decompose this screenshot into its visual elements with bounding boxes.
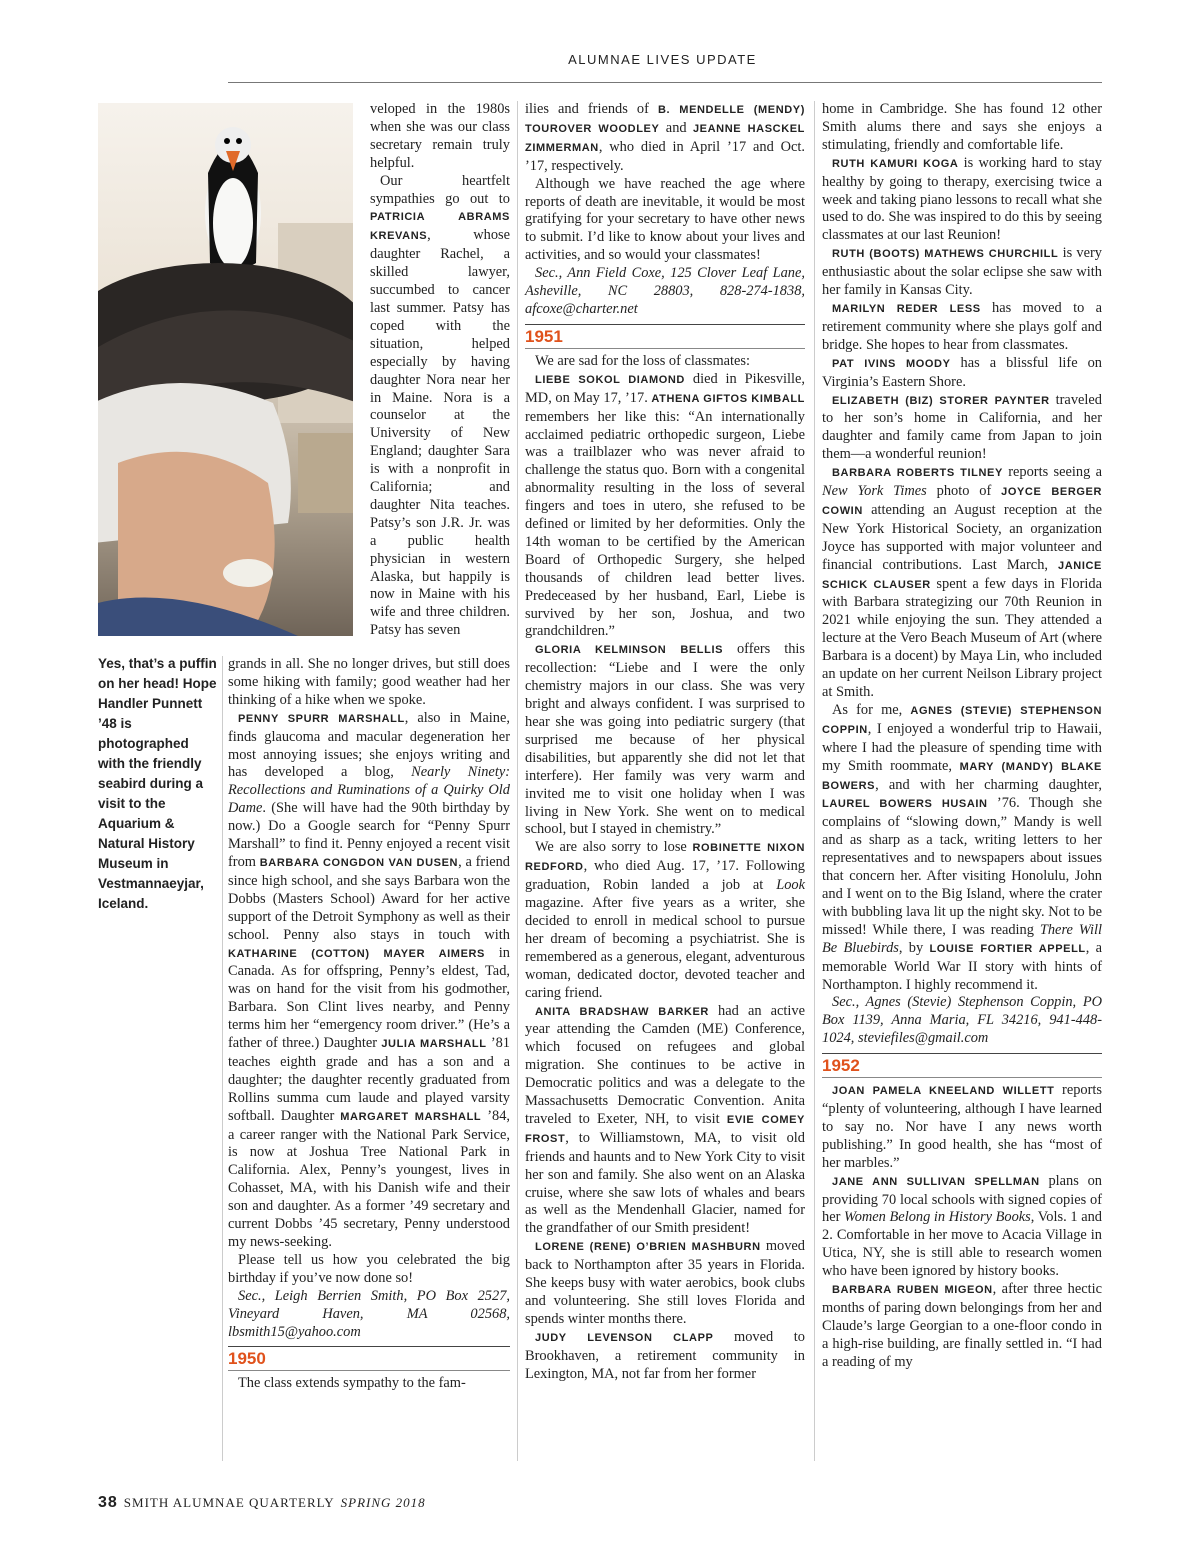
classmate-name: JUDY LEVENSON CLAPP <box>535 1331 714 1344</box>
secretary-address: Sec., Agnes (Stevie) Stephenson Coppin, PO Box 1139, Anna Maria, FL 34216, 941-448-1024, steviefiles@gmail.com <box>822 994 1102 1047</box>
classmate-name: JANICE SCHICK CLAUSER <box>822 559 1102 591</box>
classmate-name: ELIZABETH (BIZ) STORER PAYNTER <box>832 394 1050 407</box>
paragraph: ELIZABETH (BIZ) STORER PAYNTER traveled to her son’s home in California, and her daughter and family came from Japan to join them—a wonderful reunion! <box>822 391 1102 463</box>
paragraph: JOAN PAMELA KNEELAND WILLETT reports “plenty of volunteering, although I have learned to say no. Nor have I any news worth publishing.” In good health, she has “most of her marbles.” <box>822 1082 1103 1171</box>
paragraph: ilies and friends of B. MENDELLE (MENDY) TOUROVER WOODLEY and JEANNE HASCKEL ZIMMERMAN, who died in April ’17 and Oct. ’17, respectively. <box>525 101 805 174</box>
paragraph: JANE ANN SULLIVAN SPELLMAN plans on providing 70 local schools with signed copies of her Women Belong in History Books, Vols. 1 and 2. Comfortable in her move to Acacia Village in Utica, NY, she is still able to research women who have been ignored by history books. <box>822 1172 1103 1280</box>
paragraph: As for me, AGNES (STEVIE) STEPHENSON COPPIN, I enjoyed a wonderful trip to Hawaii, where I had the pleasure of spending time with my Smith roommate, MARY (MANDY) BLAKE BOWERS, and with her charming daughter, LAUREL BOWERS HUSAIN ’76. Though she complains of “slowing down,” Mandy is well and as sharp as a tack, writing letters to her representatives and to newspapers about issues that concern her. After visiting Honolulu, John and I went on to the Big Island, where the crater with bubbling lava lit up the night sky. Not to be missed! While there, I was reading There Will Be Bluebirds, by LOUISE FORTIER APPELL, a memorable World War II story with hints of Northampton. I highly recommend it. <box>822 701 1103 993</box>
issue-label: SPRING 2018 <box>340 1495 426 1510</box>
classmate-name: JOAN PAMELA KNEELAND WILLETT <box>832 1085 1055 1098</box>
classmate-name: LORENE (RENE) O’BRIEN MASHBURN <box>535 1241 761 1254</box>
page-footer <box>98 1494 426 1512</box>
photo-illustration <box>98 103 353 636</box>
classmate-name: LAUREL BOWERS HUSAIN <box>822 798 988 811</box>
paragraph: Although we have reached the age where reports of death are inevitable, it would be most gratifying for your secretary to have other news to submit. I’d like to know about your lives and activities, and so would your classmates! <box>525 175 805 264</box>
year-heading-1950: 1950 <box>228 1346 510 1371</box>
classmate-name: RUTH KAMURI KOGA <box>832 157 959 170</box>
paragraph: home in Cambridge. She has found 12 other Smith alums there and says she enjoys a stimulating, friendly and comfortable life. <box>822 101 1102 153</box>
classmate-name: ANITA BRADSHAW BARKER <box>535 1005 709 1018</box>
classmate-name: JULIA MARSHALL <box>381 1038 487 1051</box>
classmate-name: GLORIA KELMINSON BELLIS <box>535 644 724 657</box>
classmate-name: MARY (MANDY) BLAKE BOWERS <box>822 760 1102 792</box>
newspaper-title: New York Times <box>822 483 927 500</box>
classmate-name: LIEBE SOKOL DIAMOND <box>535 373 685 386</box>
classmate-name: PENNY SPURR MARSHALL <box>238 712 405 725</box>
book-title: Women Belong in History Books <box>844 1209 1031 1226</box>
classmate-name: PAT IVINS MOODY <box>832 357 951 370</box>
paragraph: MARILYN REDER LESS has moved to a retirement community where she plays golf and bridge. She hopes to hear from classmates. <box>822 299 1102 353</box>
classmate-name: BARBARA CONGDON VAN DUSEN <box>259 856 459 869</box>
column-1-top <box>370 101 510 640</box>
classmate-name: JEANNE HASCKEL ZIMMERMAN <box>525 122 805 154</box>
paragraph: JUDY LEVENSON CLAPP moved to Brookhaven, a retirement community in Lexington, MA, not far from her former <box>525 1328 806 1382</box>
top-rule <box>228 82 1102 83</box>
paragraph: LIEBE SOKOL DIAMOND died in Pikesville, MD, on May 17, ’17. ATHENA GIFTOS KIMBALL remembers her like this: “An internationally acclaimed pediatric orthopedic surgeon, Liebe was a trailblazer who was never afraid to challenge the status quo. Born with a congenital abnormality resulting in the loss of several fingers and toes in utero, she refused to be defined or limited by her deformities. Only the 14th woman to be certified by the American Board of Orthopedic Surgery, she helped thousands of children lead better lives. Predeceased by her husband, Earl, Liebe is survived by her son, Joshua, and two grandchildren.” <box>525 370 806 640</box>
year-heading-1952: 1952 <box>822 1053 1102 1078</box>
magazine-name: SMITH ALUMNAE QUARTERLY <box>123 1495 335 1510</box>
column-divider <box>222 656 223 1461</box>
paragraph: PENNY SPURR MARSHALL, also in Maine, finds glaucoma and macular degeneration her most annoying issues; she enjoys writing and has developed a blog, Nearly Ninety: Recollections and Ruminations of a Quirky Old Dame. (She will have had the 90th birthday by now.) Do a Google search for “Penny Spurr Marshall” to find it. Penny enjoyed a recent visit from BARBARA CONGDON VAN DUSEN, a friend since high school, and she says Barbara won the Dobbs (Masters School) Award for her active support of the Detroit Symphony as well as their school. Penny also stays in touch with KATHARINE (COTTON) MAYER AIMERS in Canada. As for offspring, Penny’s eldest, Tad, was on hand for the visit from his godmother, Barbara. Son Clint lives nearby, and Penny terms him her “emergency room driver.” (He’s a father of three.) Daughter JULIA MARSHALL ’81 teaches eighth grade and has a son and a daughter; the daughter recently graduated from Rollins summa cum laude and played varsity softball. Daughter MARGARET MARSHALL ’84, a career ranger with the National Park Service, is now at Joshua Tree National Park in California. Alex, Penny’s youngest, lives in Cohasset, MA, with his Danish wife and their son and daughter. As a former ’49 secretary and current Dobbs ’45 secretary, Penny understood my news-seeking. <box>228 709 511 1250</box>
column-1-bottom <box>228 656 510 1393</box>
classmate-name: JANE ANN SULLIVAN SPELLMAN <box>832 1175 1040 1188</box>
paragraph: Our heartfelt sympathies go out to PATRICIA ABRAMS KREVANS, whose daughter Rachel, a skilled lawyer, succumbed to cancer last summer. Patsy has coped with the situation, helped especially by having daughter Nora near her in Maine. Nora is a counselor at the University of New England; daughter Sara is with a nonprofit in California; and daughter Nita teaches. Patsy’s son J.R. Jr. was a public health physician in western Alaska, but happily is now in Maine with his wife and three children. Patsy has seven <box>370 172 510 639</box>
classmate-name: AGNES (STEVIE) STEPHENSON COPPIN <box>822 704 1102 736</box>
paragraph: BARBARA RUBEN MIGEON, after three hectic months of paring down belongings from her and Claude’s large Georgian to a one-floor condo in a high-rise building, are finally settled in. “I had a reading of my <box>822 1281 1102 1370</box>
classmate-name: RUTH (BOOTS) MATHEWS CHURCHILL <box>832 248 1059 261</box>
classmate-name: JOYCE BERGER COWIN <box>822 486 1102 517</box>
column-3 <box>822 101 1102 1372</box>
book-title: There Will Be Bluebirds <box>822 921 1103 956</box>
classmate-name: MARILYN REDER LESS <box>832 302 981 315</box>
paragraph: GLORIA KELMINSON BELLIS offers this recollection: “Liebe and I were the only chemistry majors in our class. She was very bright and always confident. I was surprised to hear she was going into pediatric surgery (that surprised me because of her physical disabilities, but apparently she did not let that interfere). Her family was very warm and invited me to visit one holiday when I was living in New York. She went on to medical school, but I stayed in chemistry.” <box>525 641 805 838</box>
classmate-name: ROBINETTE NIXON REDFORD <box>525 842 805 874</box>
classmate-name: LOUISE FORTIER APPELL <box>929 942 1086 955</box>
page-number: 38 <box>98 1494 118 1511</box>
secretary-address: Sec., Ann Field Coxe, 125 Clover Leaf Lane, Asheville, NC 28803, 828-274-1838, afcoxe@charter.net <box>525 265 805 317</box>
classmate-name: BARBARA RUBEN MIGEON <box>832 1284 993 1297</box>
paragraph: We are sad for the loss of classmates: <box>535 352 751 369</box>
paragraph: We are also sorry to lose ROBINETTE NIXON REDFORD, who died Aug. 17, ’17. Following graduation, Robin landed a job at Look magazine. After five years as a writer, she decided to enroll in medical school to pursue her dream of becoming a psychiatrist. She is remembered as a generous, elegant, adventurous woman, dedicated doctor, devoted teacher and caring friend. <box>525 839 805 1001</box>
classmate-name: KATHARINE (COTTON) MAYER AIMERS <box>228 947 485 960</box>
classmate-name: BARBARA ROBERTS TILNEY <box>832 467 1003 480</box>
puffin-photo <box>98 103 353 636</box>
classmate-name: EVIE COMEY FROST <box>525 1113 805 1145</box>
paragraph: PAT IVINS MOODY has a blissful life on Virginia’s Eastern Shore. <box>822 354 1102 390</box>
photo-caption: Yes, that’s a puffin on her head! Hope Handler Punnett ’48 is photographed with the friendly seabird during a visit to the Aquarium & Natural History Museum in Vestmannaeyjar, Iceland. <box>98 656 217 911</box>
paragraph: BARBARA ROBERTS TILNEY reports seeing a New York Times photo of JOYCE BERGER COWIN attending an August reception at the New York Historical Society, an organization Joyce has supported with major volunteer and financial contributions. Last March, JANICE SCHICK CLAUSER spent a few days in Florida with Barbara strategizing our 70th Reunion in 2021 while enjoying the sun. They attended a lecture at the Vero Beach Museum of Art (where Barbara is a docent) by Maya Lin, who included an update on her current Neilson Library project at Smith. <box>822 464 1103 700</box>
paragraph: RUTH KAMURI KOGA is working hard to stay healthy by going to therapy, exercising twice a week and taking piano lessons to recall what she used to do. She was inspired to do this by seeing classmates at our last Reunion! <box>822 154 1102 244</box>
year-heading-1951: 1951 <box>525 324 805 349</box>
paragraph: LORENE (RENE) O’BRIEN MASHBURN moved back to Northampton after 35 years in Florida. She keeps busy with water aerobics, book clubs and volunteering. She still loves Florida and spends winter months there. <box>525 1238 805 1327</box>
secretary-address: Sec., Leigh Berrien Smith, PO Box 2527, Vineyard Haven, MA 02568, lbsmith15@yahoo.com <box>228 1287 510 1340</box>
blog-title: Nearly Ninety: Recollections and Ruminations of a Quirky Old Dame <box>228 764 510 817</box>
column-divider <box>814 101 815 1461</box>
classmate-name: ATHENA GIFTOS KIMBALL <box>651 392 805 405</box>
paragraph: RUTH (BOOTS) MATHEWS CHURCHILL is very enthusiastic about the solar eclipse she saw with her family in Kansas City. <box>822 245 1102 299</box>
column-2 <box>525 101 805 1384</box>
paragraph: veloped in the 1980s when she was our class secretary remain truly helpful. <box>370 101 510 171</box>
classmate-name: PATRICIA ABRAMS KREVANS <box>370 211 510 243</box>
paragraph: The class extends sympathy to the fam- <box>238 1375 466 1392</box>
column-divider <box>517 101 518 1461</box>
classmate-name: MARGARET MARSHALL <box>340 1110 482 1123</box>
paragraph: ANITA BRADSHAW BARKER had an active year attending the Camden (ME) Conference, which focused on refugees and global migration. She continues to be active in Democratic politics and was a delegate to the Massachusetts Democratic Convention. Anita traveled to Exeter, NH, to visit EVIE COMEY FROST, to Williamstown, MA, to visit old friends and haunts and to New York City to visit her son and family. She also went on an Alaska cruise, where she saw lots of whales and bears as well as the Mendenhall Glacier, named for the grandfather of our Smith president! <box>525 1002 805 1237</box>
paragraph: grands in all. She no longer drives, but still does some hiking with family; good weather had her thinking of a hike when we spoke. <box>228 656 510 708</box>
magazine-title: Look <box>776 877 805 894</box>
running-head: ALUMNAE LIVES UPDATE <box>568 52 757 67</box>
classmate-name: B. MENDELLE (MENDY) TOUROVER WOODLEY <box>525 104 805 135</box>
paragraph: Please tell us how you celebrated the big birthday if you’ve now done so! <box>228 1251 510 1286</box>
